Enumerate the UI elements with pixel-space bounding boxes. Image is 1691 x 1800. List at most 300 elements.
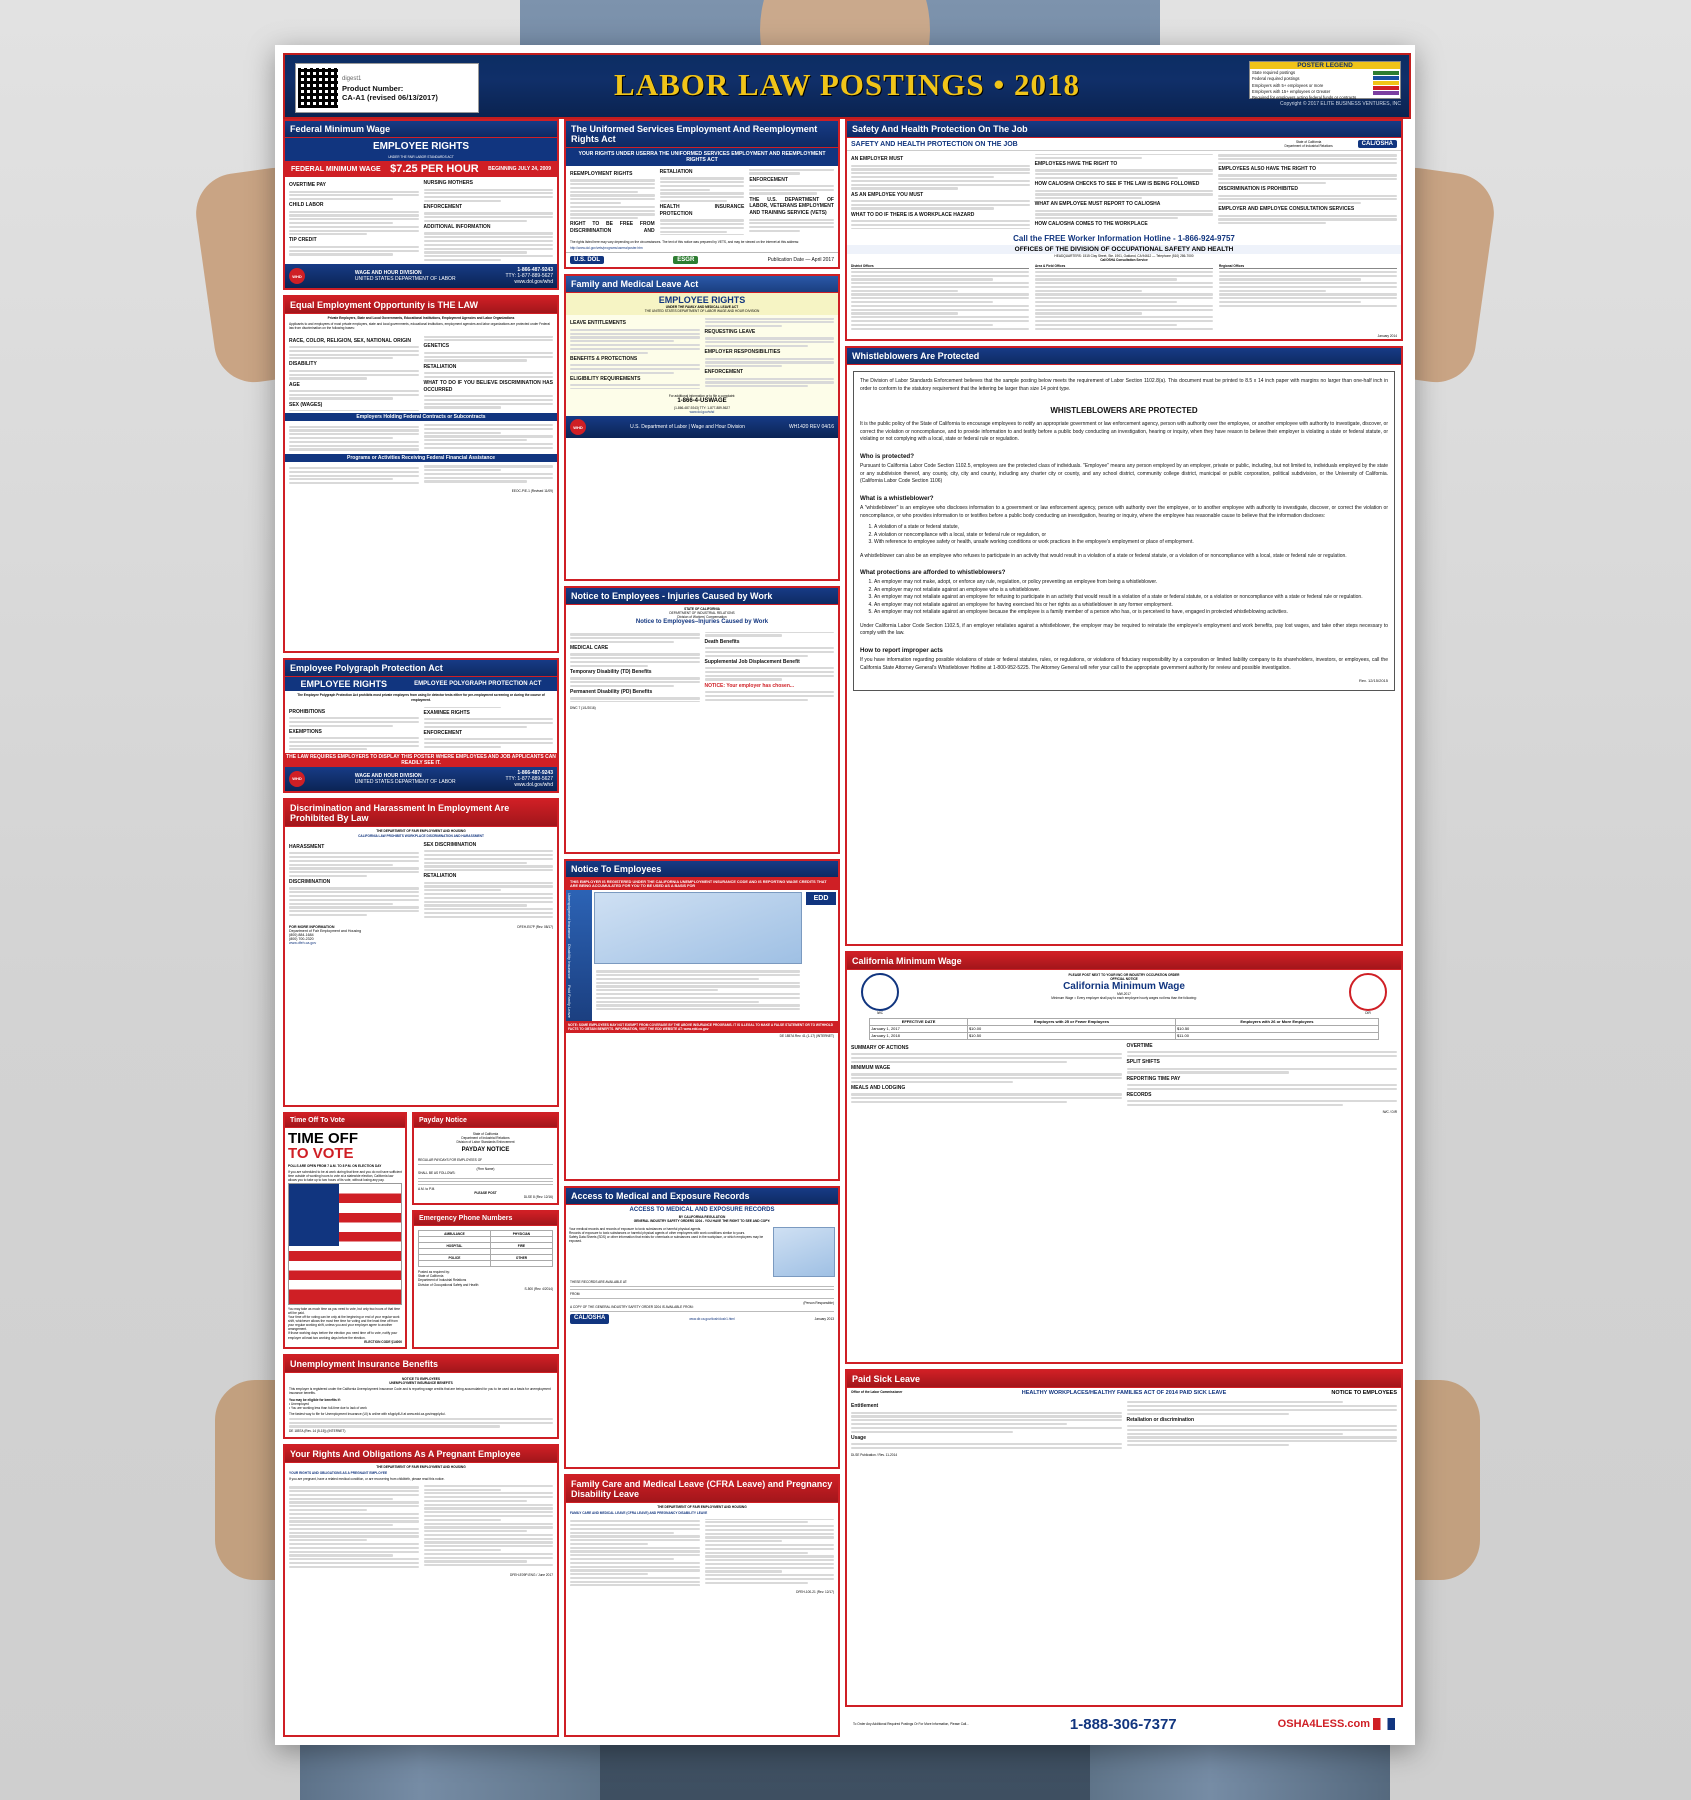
userra-section-title: THE U.S. DEPARTMENT OF LABOR, VETERANS EMPLOYMENT AND TRAINING SERVICE (VETS) [749,196,834,217]
eeo-section-title: WHAT TO DO IF YOU BELIEVE DISCRIMINATION HAS OCCURRED [423,379,553,393]
footer-site[interactable]: OSHA4LESS.com [1277,1718,1370,1731]
section-header: Equal Employment Opportunity is THE LAW [285,297,557,314]
usa-flag-icon [1373,1718,1395,1730]
eeo-intro: Applicants to and employees of most private employers, state and local governments, educational institutions, employment agencies and labor organizations are protected under Federal law from discrimination on the following bases: [289,322,550,331]
product-number-box [295,63,479,113]
section-ca-minimum-wage: California Minimum Wage IWC PLEASE POST NEXT TO YOUR IWC OR INDUSTRY OCCUPATION ORDER OFFICIAL NOTICE California Minimum Wage MW-2017 Minimum Wage = Every employer shall pay to each employee hourly wages not less than the following: DIR EFFECTIVE DATE Employers with 25 or Fewer Employees Employers with 26 or More Employees January 1, 2017 $10.00 $10.50 January 1, 2018 $10.50 $11.00 SUMMARY OF ACTIONS MINIMUM WAGE MEALS AND LODGING OVERTIME SPLIT SHIFTS REPORTING TIME PAY RECORDS IWC / DIR [845,951,1403,1365]
epp-section-title: ENFORCEMENT [423,729,463,736]
eeo-form-number: EEOC-P/E-1 (Revised 11/09) [511,489,553,494]
injuries-title: Notice to Employees–Injuries Caused by Work [635,618,769,625]
epp-footer [285,767,557,791]
safety-state: State of California [1295,140,1322,144]
section-discrimination [283,798,559,1107]
wb-a2-item: 2. A violation or noncompliance with a local, state or federal rule or regulation, or [874,532,1388,540]
cmw-sub: Minimum Wage = Every employer shall pay to each employee hourly wages not less than the following: [1051,996,1197,1001]
fmla-section-title: EMPLOYER RESPONSIBILITIES [704,349,781,356]
fmw-body [285,177,557,264]
payday-div: Division of Labor Standards Enforcement [456,1140,515,1145]
psl-title-1: HEALTHY WORKPLACES/HEALTHY FAMILIES ACT OF 2014 PAID SICK LEAVE [1021,1390,1227,1397]
legend-item: Employers with 15+ employees or Greater [1252,88,1331,94]
epp-subtitle: EMPLOYEE POLYGRAPH PROTECTION ACT [414,681,542,688]
fmw-rate: $7.25 PER HOUR [390,163,479,176]
userra-note: The rights listed here may vary depending on the circumstances. The text of this notice was prepared by VETS, and may be viewed on the internet at this address: [570,239,800,244]
vote-code: ELECTION CODE §14000 [364,1339,402,1344]
poster-columns [283,119,1407,1737]
dfeh-contact: Department of Fair Employment and Housing [289,928,362,933]
whd-seal-icon: WHD [289,268,305,284]
safety-hq: HEADQUARTERS: 1515 Clay Street, Ste. 1901, Oakland, CA 94612 — Telephone (510) 286-7000 [1054,253,1194,258]
wb-a1: Pursuant to California Labor Code Section 1102.5, employees are the protected class of individuals. "Employee" means any person employed by an employer, private or public, including, but not limited to, individuals employed by the state or any subdivision thereof, any county, city, city and county, including any charter city or county, and any school district, community college district, municipal or public corporation, political subdivision, or the University of California. (California Labor Code Section 1106) [860,463,1388,485]
payday-dept: Department of Industrial Relations [461,1136,510,1141]
vote-polls-hours: POLLS ARE OPEN FROM 7 A.M. TO 8 P.M. ON ELECTION DAY [288,1163,382,1168]
payday-label: REGULAR PAYDAYS FOR EMPLOYEES OF [418,1158,483,1163]
cmw-body [847,1040,1401,1110]
wb-q2: What is a whistleblower? [860,494,934,502]
amr-bullet: Safety Data Sheets (SDS) or other information that exists for chemicals or substances used in the workplace, or which employees may be exposed. [569,1234,764,1244]
cmw-section-title: MEALS AND LODGING [851,1085,906,1092]
dfeh-dept: THE DEPARTMENT OF FAIR EMPLOYMENT AND HOUSING [376,828,466,833]
userra-section-title: ENFORCEMENT [749,176,788,183]
legend-item: Required for employers acting federal funds or contracts [1252,95,1357,101]
dfeh-section-title: SEX DISCRIMINATION [423,841,477,848]
product-value: CA-A1 (revised 06/13/2017) [342,93,438,103]
cmw-col: EFFECTIVE DATE [870,1018,968,1025]
fmw-section-title: NURSING MOTHERS [423,180,473,187]
section-header: Employee Polygraph Protection Act [285,660,557,677]
userra-web[interactable]: http://www.dol.gov/vets/programs/userra/poster.htm [570,246,643,250]
emergency-col: OTHER [490,1255,552,1261]
qr-code-icon [298,68,338,108]
pregnant-title: YOUR RIGHTS AND OBLIGATIONS AS A PREGNANT EMPLOYEE [289,1471,388,1476]
wb-a2: A "whistleblower" is an employee who discloses information to a government or law enforcement agency, person with authority over the employee, or to another employee with authority to investigate, discover, or correct the violation or noncompliance, or who provides information to or testifies before a public body conducting an investigation, hearing or inquiry, where the employee has reasonable cause to believe that the information discloses: [860,505,1388,519]
cfra-form: DFEH-100-21 (Rev. 12/17) [796,1589,834,1594]
whd-seal-icon: WHD [289,771,305,787]
cmw-section-title: OVERTIME [1126,1042,1153,1049]
safety-section-title: EMPLOYEES ALSO HAVE THE RIGHT TO [1218,166,1317,173]
psl-form: DLSE Publication / Rev. 11-2014 [851,1453,898,1458]
safety-section-title: AN EMPLOYER MUST [851,156,904,163]
eeo-section-title: RETALIATION [423,363,457,370]
cmw-section-title: RECORDS [1126,1091,1152,1098]
wb-a2-item: 3. With reference to employee safety or health, unsafe working conditions or work practices in the employee's employment or place of employment. [874,539,1388,547]
injuries-section-title: Death Benefits [704,638,740,645]
nte-stripe-label-di: Disability Insurance [567,944,572,979]
fmw-effective: BEGINNING JULY 24, 2009 [488,166,551,173]
safety-col-title: Area & Field Offices [1035,264,1213,269]
column-1 [283,119,559,1737]
fmla-employee-rights: EMPLOYEE RIGHTS [658,295,746,306]
fmla-contact-note: For additional information or to file a complaint: [668,394,736,398]
section-federal-minimum-wage [283,119,559,290]
emergency-footer-3: Department of Industrial Relations [418,1278,467,1283]
dfeh-form-number: DFEH-E07P (Rev. 08/17) [517,924,553,929]
eeo-subtitle: Private Employers, State and Local Governments, Educational Institutions, Employment Agencies and Labor Organizations [327,316,515,321]
cmw-cell: $10.50 [1176,1025,1379,1032]
wb-a2-end: A whistleblower can also be an employee who refuses to participate in an activity that would result in a violation of a state or federal statute, or a violation of or noncompliance with a local, state or federal rule or regulation. [860,552,1347,559]
emergency-footer-2: State of California [418,1274,444,1279]
fmla-subtitle: UNDER THE FAMILY AND MEDICAL LEAVE ACT [665,305,739,310]
safety-section-title: HOW CAL/OSHA CHECKS TO SEE IF THE LAW IS BEING FOLLOWED [1034,181,1200,188]
wb-a3-item: 4. An employer may not retaliate against an employee for having exercised his or her rights as a whistleblower in any former employment. [874,602,1388,610]
vote-note-2: You may take as much time as you need to vote, but only two hours of that time will be paid. [288,1306,401,1315]
cmw-section-title: SUMMARY OF ACTIONS [851,1044,909,1051]
fmla-body [566,315,838,392]
safety-col-title: Regional Offices [1219,264,1397,269]
vote-note-3: Your time off for voting can be only at the beginning or end of your regular work shift, whichever allows the most free time for voting and the least time off from your regular working shift, unless you and your employer agree to another arrangement. [288,1314,400,1332]
cmw-cell: January 1, 2017 [870,1025,968,1032]
safety-dept: Department of Industrial Relations [1284,144,1333,149]
amr-photo [773,1227,835,1277]
section-header: California Minimum Wage [847,953,1401,970]
epp-section-title: EXAMINEE RIGHTS [423,709,470,716]
cfra-title: FAMILY CARE AND MEDICAL LEAVE (CFRA LEAVE) AND PREGNANCY DISABILITY LEAVE [570,1511,708,1516]
eeo-section-title: AGE [289,381,300,388]
section-header: Access to Medical and Exposure Records [566,1188,838,1205]
cmw-cell: $10.00 [967,1025,1175,1032]
injuries-state: STATE OF CALIFORNIA [684,606,720,611]
section-polygraph [283,658,559,792]
wb-intro: The Division of Labor Standards Enforcement believes that the sample posting below meets the requirement of Labor Section 1102.8(a). This document must be printed to 8.5 x 14 inch paper with margins no larger than one-half inch in order to conform to the statutory requirement that the lettering be larger than size 14 point type. [860,378,1388,392]
injuries-form: DWC 7 (1/1/2016) [570,706,596,711]
dol-seal-icon: U.S. DOL [570,256,604,264]
eeo-section-title: DISABILITY [289,361,317,368]
column-2 [564,119,840,1737]
eeo-section-title: RACE, COLOR, RELIGION, SEX, NATIONAL ORIGIN [289,337,412,344]
safety-section-title: DISCRIMINATION IS PROHIBITED [1218,186,1298,193]
eeo-contract-body [285,421,557,454]
amr-title: ACCESS TO MEDICAL AND EXPOSURE RECORDS [629,1207,775,1214]
safety-body [847,151,1401,231]
fmla-section-title: ENFORCEMENT [704,369,744,376]
eeo-contract-sub: Employers Holding Federal Contracts or Subcontracts [285,413,557,421]
wb-a3-item: 2. An employer may not retaliate against an employee who is a whistleblower. [874,587,1388,595]
section-injuries-caused-by-work [564,586,840,854]
labor-law-poster [275,45,1415,1745]
vote-title-2: TO VOTE [288,1144,354,1162]
amr-sub: BY CALIFORNIA REGULATION [678,1215,726,1220]
userra-section-title: HEALTH INSURANCE PROTECTION [659,204,745,217]
dfeh-tty: (800) 700-2320 [289,936,314,941]
fmw-label: FEDERAL MINIMUM WAGE [291,165,381,173]
ui-body [285,1373,557,1437]
epp-web[interactable]: www.dol.gov/whd [514,781,553,788]
eeo-assistance-sub: Programs or Activities Receiving Federal Financial Assistance [285,454,557,462]
nte-stripe-label-pfl: Paid Family Leave [567,984,572,1018]
nte-body [592,966,804,1015]
psl-title-2: NOTICE TO EMPLOYEES [1331,1390,1397,1397]
userra-pub-date: Publication Date — April 2017 [767,257,834,264]
cfra-dept: THE DEPARTMENT OF FAIR EMPLOYMENT AND HOUSING [657,1505,747,1510]
epp-section-title: EXEMPTIONS [289,728,322,735]
section-header: Time Off To Vote [285,1114,405,1128]
injuries-section-title: MEDICAL CARE [570,645,609,652]
page-title: LABOR LAW POSTINGS • 2018 [614,67,1080,102]
fmla-footer [566,416,838,438]
wb-rev: Rev. 12/15/2015 [1358,678,1388,684]
epp-section-title: PROHIBITIONS [289,708,326,715]
amr-sub2: GENERAL INDUSTRY SAFETY ORDERS 3204 - YOU HAVE THE RIGHT TO SEE AND COPY: [633,1219,771,1224]
emergency-footer-4: Division of Occupational Safety and Health [418,1282,479,1287]
injuries-div: Division of Workers' Compensation [677,614,727,619]
legend-title: POSTER LEGEND [1250,62,1400,69]
fmw-agency: WAGE AND HOUR DIVISION [354,270,422,277]
wb-policy: It is the public policy of the State of California to encourage employees to notify an appropriate government or law enforcement agency, person with authority over the employee, or another employee with authority to investigate, discover, or correct the violation or noncompliance, and to provide information to and testify before a public body conducting an investigation, hearing or inquiry, when they have reason to believe their employer is violating a state or federal statute, or violating or not complying with a local, state or federal rule or regulation. [860,421,1388,443]
fmw-web[interactable]: www.dol.gov/whd [514,279,553,286]
emergency-col: HOSPITAL [419,1243,491,1249]
whd-seal-icon: WHD [570,419,586,435]
fmw-agency2: UNITED STATES DEPARTMENT OF LABOR [354,276,456,283]
section-header: Unemployment Insurance Benefits [285,1356,557,1373]
amr-bullet: Your medical records and records of exposure to toxic substances or harmful physical agents. [569,1226,702,1231]
safety-hotline[interactable]: Call the FREE Worker Information Hotline - 1-866-924-9757 [1013,233,1235,243]
nte-stripe-label-ui: Unemployment Insurance [567,892,572,939]
emergency-col: POLICE [419,1255,491,1261]
section-header: Notice to Employees - Injuries Caused by Work [566,588,838,605]
fmla-dept: THE UNITED STATES DEPARTMENT OF LABOR WAGE AND HOUR DIVISION [644,309,760,314]
section-header: Paid Sick Leave [847,1371,1401,1388]
eeo-section-title: SEX (WAGES) [289,401,323,408]
ui-line: This employer is registered under the California Unemployment Insurance Code and is reporting wage credits that are being accumulated for you to be used as a basis for unemployment insurance benefits. [289,1387,551,1396]
ui-title-1: NOTICE TO EMPLOYEES [401,1376,441,1381]
fmw-section-title: TIP CREDIT [289,237,317,244]
product-label: Product Number: [342,83,404,93]
fmw-section-title: OVERTIME PAY [289,182,326,189]
ui-sub: The fastest way to file for Unemployment Insurance (UI) is online with eApply4UI at www.edd.ca.gov/eapply4ui. [289,1412,446,1416]
section-safety-health [845,119,1403,341]
fmw-phone[interactable]: 1-866-487-9243 [517,267,553,274]
dfeh-more-info [289,925,469,945]
psl-office: Office of the Labor Commissioner [851,1390,903,1395]
injuries-body [566,629,838,706]
section-whistleblowers [845,346,1403,945]
cfra-body [566,1516,838,1589]
cmw-title: California Minimum Wage [1063,981,1185,993]
eeo-body [285,333,557,414]
cmw-col: Employers with 26 or More Employees [1176,1018,1379,1025]
section-header: The Uniformed Services Employment And Reemployment Rights Act [566,121,838,148]
section-pregnant-employee [283,1444,559,1737]
copyright-text: Copyright © 2017 ELITE BUSINESS VENTURES, INC [1280,101,1401,107]
section-header: Discrimination and Harassment In Employment Are Prohibited By Law [285,800,557,827]
nte-side-stripe [566,890,592,1021]
wb-title: WHISTLEBLOWERS ARE PROTECTED [1050,406,1198,416]
cmw-form: IWC / DIR [1382,1110,1397,1115]
dfeh-phone[interactable]: (800) 884-1684 [289,932,314,937]
dfeh-section-title: DISCRIMINATION [289,879,331,886]
section-header: Federal Minimum Wage [285,121,557,138]
section-eeo [283,295,559,653]
epp-tty: TTY: 1-877-889-5627 [505,775,553,782]
section-header: Whistleblowers Are Protected [847,348,1401,365]
wb-a3-item: 3. An employer may not retaliate against an employee for refusing to participate in an activity that would result in a violation of a state or federal statute, or a violation or noncompliance with a state or federal rule or regulation. [874,594,1388,602]
cmw-cell: $10.50 [967,1032,1175,1039]
epp-employee-rights: EMPLOYEE RIGHTS [300,679,388,690]
cal-osha-label: CAL/OSHA [1361,141,1393,148]
amr-label: FROM: [570,1291,581,1296]
wb-q4: How to report improper acts [860,646,943,654]
injuries-section-title: NOTICE: Your employer has chosen... [704,682,795,689]
psl-section-title: Retaliation or discrimination [1126,1416,1195,1423]
ui-title-2: UNEMPLOYMENT INSURANCE BENEFITS [389,1381,453,1386]
safety-date: January 2014 [1377,334,1397,339]
fmw-section-title: CHILD LABOR [289,202,324,209]
epp-agency: WAGE AND HOUR DIVISION [354,772,422,779]
fmw-subtitle: UNDER THE FAIR LABOR STANDARDS ACT [285,155,557,161]
section-header: Emergency Phone Numbers [414,1212,557,1226]
payday-body [414,1128,557,1203]
section-emergency-phone-numbers [412,1210,559,1349]
payday-title: PAYDAY NOTICE [461,1147,510,1154]
section-time-off-to-vote [283,1112,407,1349]
wb-a3-end: Under California Labor Code Section 1102.5, if an employer retaliates against a whistleblower, the employer may be required to reinstate the employee's employment and work benefits, pay lost wages, and take other steps necessary to comply with the law. [860,622,1388,637]
emergency-col: FIRE [490,1243,552,1249]
userra-footer [566,252,838,267]
cmw-mw: MW-2017 [1117,992,1131,997]
safety-consult: Cal/OSHA Consultation Service [1100,257,1148,262]
safety-section-title: EMPLOYEES HAVE THE RIGHT TO [1034,161,1118,168]
userra-subtitle: YOUR RIGHTS UNDER USERRA THE UNIFORMED SERVICES EMPLOYMENT AND REEMPLOYMENT RIGHTS ACT [566,148,838,166]
wb-q1: Who is protected? [860,452,914,460]
safety-section-title: WHAT AN EMPLOYEE MUST REPORT TO CAL/OSHA [1034,201,1161,208]
section-fmla [564,274,840,580]
section-header: Safety And Health Protection On The Job [847,121,1401,138]
vote-title-1: TIME OFF [288,1129,358,1147]
cmw-section-title: REPORTING TIME PAY [1126,1075,1181,1082]
amr-web[interactable]: www.dir.ca.gov/dosh/dosh1.html [689,1317,735,1322]
wb-a3-item: 1. An employer may not make, adopt, or enforce any rule, regulation, or policy preventing an employee from being a whistleblower. [874,579,1388,587]
legend-item: Federal required postings [1252,76,1300,82]
amr-date: January 2013 [814,1317,834,1322]
emergency-form: S-500 (Rev. 4/2014) [524,1286,553,1291]
safety-offices-title: OFFICES OF THE DIVISION OF OCCUPATIONAL SAFETY AND HEALTH [847,245,1401,254]
dfeh-title: CALIFORNIA LAW PROHIBITS WORKPLACE DISCRIMINATION AND HARASSMENT [358,833,484,838]
psl-section-title: Usage [851,1434,867,1441]
fmla-tty: (1-866-487-9243) TTY: 1-877-889-5627 [674,405,730,410]
legend-item: Employers with 5+ employees or more [1252,82,1324,88]
cal-osha-logo-icon [1358,140,1397,148]
american-flag-graphic [288,1183,402,1305]
safety-section-title: WHAT TO DO IF THERE IS A WORKPLACE HAZARD [851,211,975,218]
poster-footer [845,1712,1403,1737]
pregnant-dept: THE DEPARTMENT OF FAIR EMPLOYMENT AND HOUSING [376,1465,466,1470]
fmla-agency: U.S. Department of Labor | Wage and Hour Division [630,424,745,431]
wb-a3-item: 5. An employer may not retaliate against an employee because the employee is a family member of a person who has, or is perceived to have, engaged in protected whistleblowing activities. [874,609,1388,617]
cmw-cell: January 1, 2018 [870,1032,968,1039]
footer-note: To Order Any Additional Required Postings Or For More Information, Please Call... [853,1722,969,1727]
esgr-logo-icon: ESGR [673,256,698,264]
amr-label: THESE RECORDS ARE AVAILABLE AT: [570,1279,628,1284]
ui-form: DE 1857A (Rev. 14 (5-15)) (INTERNET) [289,1429,346,1434]
vote-note-4: If those working days before the election you need time off to vote, notify your employer at least two working days before the election. [288,1331,398,1340]
injuries-section-title: Permanent Disability (PD) Benefits [570,689,653,696]
pregnant-form: DFEH-E09P-ENG / June 2017 [509,1572,553,1577]
payday-form: DLSE 8 (Rev. 12/16) [523,1194,553,1199]
epp-agency2: UNITED STATES DEPARTMENT OF LABOR [354,778,456,785]
dfeh-section-title: HARASSMENT [289,843,325,850]
wb-q3: What protections are afforded to whistleblowers? [860,569,1006,577]
payday-label: SHALL BE AS FOLLOWS: [418,1171,456,1176]
pregnant-intro: If you are pregnant, have a related medical condition, or are recovering from childbirth, please read this notice. [289,1476,445,1481]
injuries-section-title: Supplemental Job Displacement Benefit [704,658,800,665]
legend-item: State required postings [1252,70,1296,75]
section-header: Notice To Employees [566,861,838,878]
section-header: Family Care and Medical Leave (CFRA Leave) and Pregnancy Disability Leave [566,1476,838,1503]
column-right [845,119,1403,1737]
edd-logo: EDD [804,890,838,1021]
safety-col-title: District Offices [851,264,1029,269]
fmw-footer [285,264,557,288]
cmw-col: Employers with 25 or Fewer Employees [967,1018,1175,1025]
pregnant-body [285,1482,557,1572]
ui-line: • Unemployed [289,1401,309,1406]
wb-a4: If you have information regarding possible violations of state or federal statutes, rules, or regulations, or violations of fiduciary responsibility by a corporation or limited liability company to its shareholders, investors, or employees, call the California State Attorney General's Whistleblower Hotline at 1-800-952-5225. The Attorney General will refer your call to the appropriate government authority for review and possible investigation. [860,657,1388,671]
epp-notice: THE LAW REQUIRES EMPLOYERS TO DISPLAY THIS POSTER WHERE EMPLOYEES AND JOB APPLICANTS CAN READILY SEE IT. [286,753,556,766]
userra-body [566,166,838,238]
fmla-section-title: REQUESTING LEAVE [704,329,756,336]
dfeh-body [285,839,557,922]
nte-title: THIS EMPLOYER IS REGISTERED UNDER THE CALIFORNIA UNEMPLOYMENT INSURANCE CODE AND IS REPORTING WAGE CREDITS THAT ARE BEING ACCUMULATED FOR YOU TO BE USED AS A BASIS FOR [566,878,838,890]
fmla-section-title: BENEFITS & PROTECTIONS [570,355,638,362]
cmw-section-title: SPLIT SHIFTS [1126,1059,1160,1066]
emergency-footer-1: Posted as required by: [418,1270,450,1275]
product-tag: digest1 [342,76,362,83]
payday-time: A.M. to P.M. [418,1186,436,1191]
psl-body [847,1398,1401,1452]
amr-bullet: Records of exposure to toxic substances or harmful physical agents of other employees with work conditions similar to yours. [569,1230,746,1235]
eeo-assistance-body [285,462,557,488]
ui-line: You may be eligible for benefits if: [289,1397,341,1402]
dfeh-section-title: FOR MORE INFORMATION [289,924,335,929]
epp-phone[interactable]: 1-866-487-9243 [517,769,553,776]
eeo-section-title: GENETICS [423,343,450,350]
fmla-section-title: ELIGIBILITY REQUIREMENTS [570,375,641,382]
cmw-cell: $11.00 [1176,1032,1379,1039]
cmw-rate-table [869,1018,1379,1040]
footer-phone[interactable]: 1-888-306-7377 [1069,1715,1177,1733]
cmw-section-title: MINIMUM WAGE [851,1065,891,1071]
dfeh-web[interactable]: www.dfeh.ca.gov [289,940,317,945]
section-paid-sick-leave [845,1369,1403,1707]
dfeh-section-title: RETALIATION [423,873,457,880]
section-medical-exposure-records [564,1186,840,1469]
safety-section-title: EMPLOYER AND EMPLOYEE CONSULTATION SERVICES [1218,206,1355,213]
section-payday-notice [412,1112,559,1205]
cmw-notice-2: OFFICIAL NOTICE [1110,976,1138,981]
poster-legend [1249,61,1401,99]
safety-section-title: HOW CAL/OSHA COMES TO THE WORKPLACE [1034,221,1148,228]
userra-section-title: RIGHT TO BE FREE FROM DISCRIMINATION AND RETALIATION [570,169,693,235]
payday-firmname: (Firm Name) [476,1167,495,1172]
epp-body [285,704,557,753]
fmla-web[interactable]: www.dol.gov/whd [689,410,715,415]
nte-photo [594,892,802,964]
section-header: Family and Medical Leave Act [566,276,838,293]
section-userra [564,119,840,269]
safety-section-title: AS AN EMPLOYEE YOU MUST [851,191,924,198]
amr-responsible: (Person Responsible) [803,1300,834,1305]
injuries-section-title: Temporary Disability (TD) Benefits [570,669,652,675]
userra-section-title: REEMPLOYMENT RIGHTS [570,171,633,177]
nte-note: NOTE: SOME EMPLOYEES MAY NOT EXEMPT FROM COVERAGE BY THE ABOVE INSURANCE PROGRAMS. IT IS ILLEGAL TO MAKE A FALSE STATEMENT OR TO WITHHOLD FACTS TO OBTAIN BENEFITS. INFORMATION, VISIT THE EDD WEBSITE AT: www.edd.ca.gov [566,1021,838,1033]
vote-note-1: If you are scheduled to be at work during that time and you do not have sufficient time outside of working hours to vote at a statewide election, California law allows you to take up to two hours of its vote, without losing any pay. [288,1170,402,1183]
section-notice-to-employees [564,859,840,1182]
fmw-section-title: ENFORCEMENT [423,204,463,211]
fmla-section-title: LEAVE ENTITLEMENTS [570,320,627,327]
safety-title: SAFETY AND HEALTH PROTECTION ON THE JOB [851,140,1018,148]
section-unemployment-insurance-benefits [283,1354,559,1439]
fmla-phone[interactable]: 1-866-4-USWAGE [677,398,727,405]
cmw-notice-1: PLEASE POST NEXT TO YOUR IWC OR INDUSTRY OCCUPATION ORDER [1068,972,1180,977]
